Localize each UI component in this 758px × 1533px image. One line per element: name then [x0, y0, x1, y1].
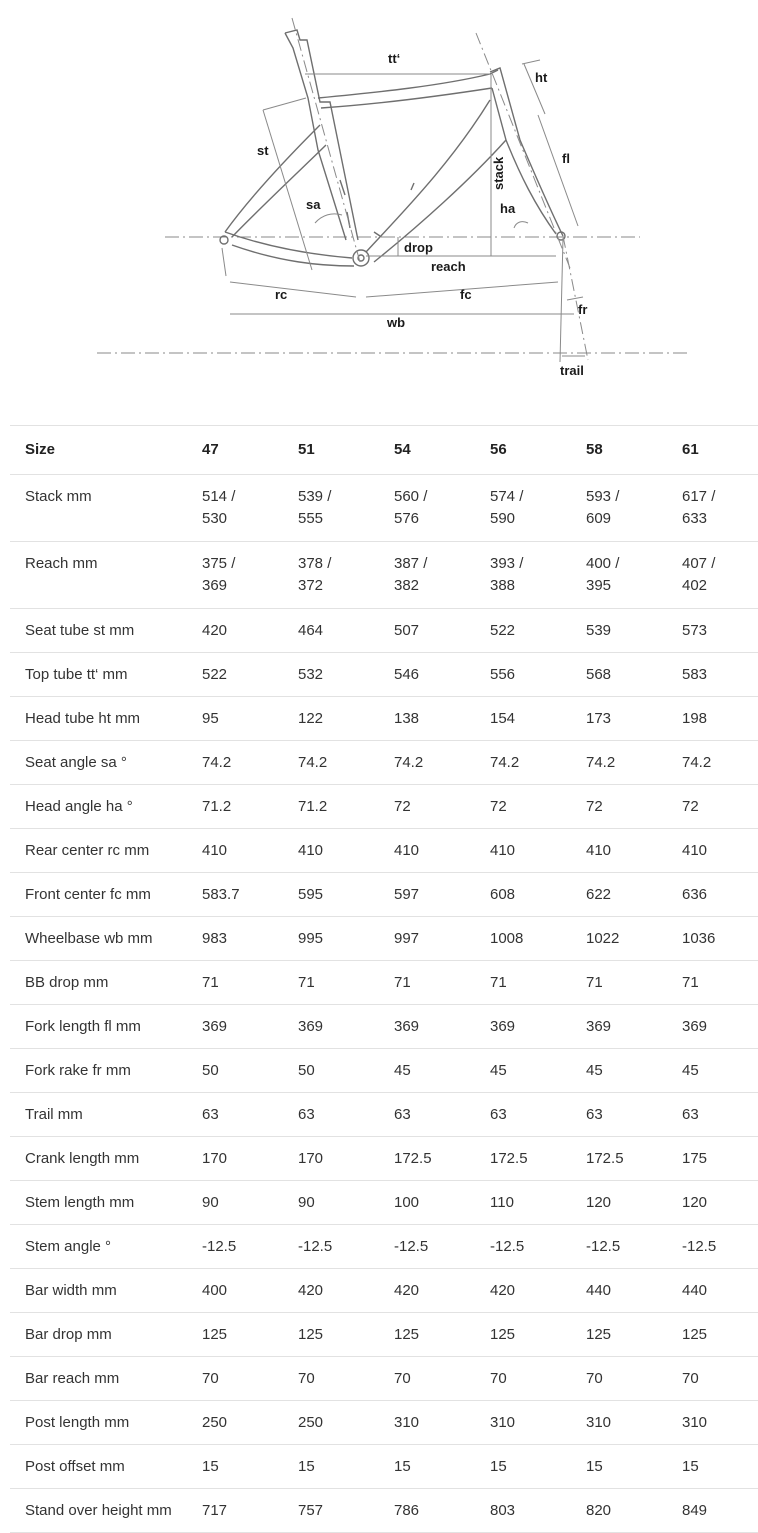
table-cell: 757 — [298, 1489, 394, 1533]
table-row — [10, 785, 758, 829]
table-cell: 410 — [298, 829, 394, 873]
table-cell: 1022 — [586, 917, 682, 961]
diagram-label-fl: fl — [562, 151, 570, 166]
dimension-lines — [222, 18, 588, 362]
row-label: Seat tube st mm — [10, 609, 202, 653]
table-cell: 100 — [394, 1181, 490, 1225]
table-cell: 369 — [490, 1005, 586, 1049]
cell-value-line: 539 / — [298, 488, 332, 505]
table-cell: 63 — [394, 1093, 490, 1137]
row-label: Bar reach mm — [10, 1357, 202, 1401]
table-cell: 122 — [298, 697, 394, 741]
cell-value-line: 617 / — [682, 488, 716, 505]
table-cell: 71 — [490, 961, 586, 1005]
table-cell: 15 — [298, 1445, 394, 1489]
cell-value-line: 560 / — [394, 488, 428, 505]
table-cell: 71 — [394, 961, 490, 1005]
cell-value-line: 378 / — [298, 555, 332, 572]
diagram-label-stack: stack — [491, 156, 506, 190]
table-cell: 420 — [298, 1269, 394, 1313]
table-cell: 410 — [586, 829, 682, 873]
row-label: Reach mm — [10, 542, 202, 609]
table-cell: 440 — [586, 1269, 682, 1313]
table-cell: 369 — [202, 1005, 298, 1049]
table-cell — [490, 475, 586, 542]
table-cell — [298, 475, 394, 542]
table-cell: 90 — [202, 1181, 298, 1225]
table-cell: 608 — [490, 873, 586, 917]
table-cell: 74.2 — [394, 741, 490, 785]
table-row — [10, 475, 758, 542]
table-cell — [298, 542, 394, 609]
table-row — [10, 1181, 758, 1225]
table-cell: 420 — [490, 1269, 586, 1313]
table-cell: 539 — [586, 609, 682, 653]
cell-value-line: 400 / — [586, 555, 620, 572]
table-cell: 72 — [490, 785, 586, 829]
table-cell — [202, 475, 298, 542]
table-cell: 74.2 — [682, 741, 758, 785]
diagram-label-fr: fr — [578, 302, 588, 317]
table-cell: 583.7 — [202, 873, 298, 917]
table-cell — [682, 542, 758, 609]
row-label: Top tube tt‘ mm — [10, 653, 202, 697]
table-cell: 522 — [202, 653, 298, 697]
row-label: Crank length mm — [10, 1137, 202, 1181]
table-cell: 63 — [682, 1093, 758, 1137]
table-cell: 125 — [202, 1313, 298, 1357]
table-cell: 1036 — [682, 917, 758, 961]
table-cell: -12.5 — [586, 1225, 682, 1269]
header-size: Size — [10, 426, 202, 475]
cell-value-line: 555 — [298, 510, 324, 527]
table-row — [10, 1313, 758, 1357]
row-label: Stand over height mm — [10, 1489, 202, 1533]
table-cell: 250 — [202, 1401, 298, 1445]
cell-value-line: 407 / — [682, 555, 716, 572]
cell-value-line: 382 — [394, 577, 420, 594]
table-cell: 70 — [394, 1357, 490, 1401]
cell-value-line: 590 — [490, 510, 516, 527]
row-label: Front center fc mm — [10, 873, 202, 917]
header-size-54: 54 — [394, 426, 490, 475]
table-cell: 172.5 — [490, 1137, 586, 1181]
table-cell: 175 — [682, 1137, 758, 1181]
table-cell: 583 — [682, 653, 758, 697]
table-cell: 440 — [682, 1269, 758, 1313]
cell-value-line: 609 — [586, 510, 612, 527]
table-row — [10, 1357, 758, 1401]
table-cell: 849 — [682, 1489, 758, 1533]
diagram-label-tt: tt‘ — [388, 51, 401, 66]
table-row — [10, 1005, 758, 1049]
table-row — [10, 1445, 758, 1489]
header-size-58: 58 — [586, 426, 682, 475]
table-cell: 717 — [202, 1489, 298, 1533]
table-cell: 522 — [490, 609, 586, 653]
table-row — [10, 873, 758, 917]
table-cell: 1008 — [490, 917, 586, 961]
table-cell: 410 — [394, 829, 490, 873]
cell-value-line: 388 — [490, 577, 516, 594]
table-cell: 636 — [682, 873, 758, 917]
table-row — [10, 741, 758, 785]
table-cell: 983 — [202, 917, 298, 961]
header-size-47: 47 — [202, 426, 298, 475]
table-cell: 173 — [586, 697, 682, 741]
table-cell: 507 — [394, 609, 490, 653]
diagram-label-st: st — [257, 143, 269, 158]
table-cell: 63 — [202, 1093, 298, 1137]
table-cell: 63 — [298, 1093, 394, 1137]
diagram-label-ht: ht — [535, 70, 548, 85]
cell-value-line: 372 — [298, 577, 324, 594]
table-cell: 310 — [490, 1401, 586, 1445]
table-cell: 45 — [586, 1049, 682, 1093]
table-cell: 597 — [394, 873, 490, 917]
table-cell: 170 — [298, 1137, 394, 1181]
row-label: Post length mm — [10, 1401, 202, 1445]
cell-value-line: 369 — [202, 577, 228, 594]
table-cell: 310 — [586, 1401, 682, 1445]
table-cell: 71 — [202, 961, 298, 1005]
table-cell: 369 — [394, 1005, 490, 1049]
cell-value-line: 530 — [202, 510, 228, 527]
table-cell: 71 — [298, 961, 394, 1005]
table-row — [10, 1225, 758, 1269]
row-label: Trail mm — [10, 1093, 202, 1137]
row-label: Head tube ht mm — [10, 697, 202, 741]
table-cell: 45 — [490, 1049, 586, 1093]
geometry-table — [10, 425, 758, 1533]
table-row — [10, 542, 758, 609]
table-cell: 310 — [682, 1401, 758, 1445]
table-cell — [586, 475, 682, 542]
table-cell: 70 — [682, 1357, 758, 1401]
table-cell: 622 — [586, 873, 682, 917]
table-cell — [586, 542, 682, 609]
diagram-label-ha: ha — [500, 201, 516, 216]
row-label: Stack mm — [10, 475, 202, 542]
table-row — [10, 1137, 758, 1181]
table-cell: 74.2 — [586, 741, 682, 785]
cell-value-line: 387 / — [394, 555, 428, 572]
diagram-label-sa: sa — [306, 197, 321, 212]
table-cell: 45 — [682, 1049, 758, 1093]
table-cell: 420 — [202, 609, 298, 653]
row-label: Wheelbase wb mm — [10, 917, 202, 961]
table-cell: 74.2 — [298, 741, 394, 785]
table-cell: 154 — [490, 697, 586, 741]
table-cell: 369 — [586, 1005, 682, 1049]
row-label: Stem angle ° — [10, 1225, 202, 1269]
table-cell: -12.5 — [202, 1225, 298, 1269]
cell-value-line: 593 / — [586, 488, 620, 505]
row-label: Fork length fl mm — [10, 1005, 202, 1049]
table-row — [10, 917, 758, 961]
table-cell: 70 — [202, 1357, 298, 1401]
row-label: Seat angle sa ° — [10, 741, 202, 785]
row-label: Bar width mm — [10, 1269, 202, 1313]
table-cell: 63 — [490, 1093, 586, 1137]
diagram-label-trail: trail — [560, 363, 584, 378]
table-cell: -12.5 — [682, 1225, 758, 1269]
table-cell: 410 — [682, 829, 758, 873]
table-cell: 72 — [682, 785, 758, 829]
table-row — [10, 961, 758, 1005]
table-cell: 70 — [298, 1357, 394, 1401]
table-cell: 556 — [490, 653, 586, 697]
table-cell: 120 — [586, 1181, 682, 1225]
table-cell: 310 — [394, 1401, 490, 1445]
table-cell: 120 — [682, 1181, 758, 1225]
table-cell — [490, 542, 586, 609]
cell-value-line: 375 / — [202, 555, 236, 572]
table-body — [10, 475, 758, 1533]
table-cell: 170 — [202, 1137, 298, 1181]
table-cell: 369 — [298, 1005, 394, 1049]
table-row — [10, 829, 758, 873]
table-cell: -12.5 — [490, 1225, 586, 1269]
table-cell — [682, 475, 758, 542]
row-label: Fork rake fr mm — [10, 1049, 202, 1093]
table-cell — [394, 542, 490, 609]
cell-value-line: 402 — [682, 577, 708, 594]
row-label: Head angle ha ° — [10, 785, 202, 829]
cell-value-line: 395 — [586, 577, 612, 594]
table-cell: 410 — [202, 829, 298, 873]
row-label: Post offset mm — [10, 1445, 202, 1489]
table-cell: 70 — [586, 1357, 682, 1401]
table-cell: 573 — [682, 609, 758, 653]
row-label: Rear center rc mm — [10, 829, 202, 873]
row-label: Bar drop mm — [10, 1313, 202, 1357]
cell-value-line: 514 / — [202, 488, 236, 505]
table-cell: 595 — [298, 873, 394, 917]
header-size-56: 56 — [490, 426, 586, 475]
table-cell: -12.5 — [298, 1225, 394, 1269]
table-row — [10, 609, 758, 653]
table-cell: 250 — [298, 1401, 394, 1445]
table-cell: 125 — [394, 1313, 490, 1357]
table-row — [10, 697, 758, 741]
table-cell: 532 — [298, 653, 394, 697]
table-cell: 110 — [490, 1181, 586, 1225]
cell-value-line: 393 / — [490, 555, 524, 572]
table-cell: 15 — [202, 1445, 298, 1489]
table-row — [10, 1269, 758, 1313]
table-row — [10, 1401, 758, 1445]
table-cell: 138 — [394, 697, 490, 741]
diagram-label-reach: reach — [431, 259, 466, 274]
table-cell: 63 — [586, 1093, 682, 1137]
table-row — [10, 1049, 758, 1093]
table-cell: 15 — [394, 1445, 490, 1489]
row-label: BB drop mm — [10, 961, 202, 1005]
table-cell: -12.5 — [394, 1225, 490, 1269]
table-cell — [394, 475, 490, 542]
table-cell: 198 — [682, 697, 758, 741]
table-cell: 72 — [394, 785, 490, 829]
table-cell: 74.2 — [202, 741, 298, 785]
table-cell: 410 — [490, 829, 586, 873]
table-cell: 464 — [298, 609, 394, 653]
table-cell: 369 — [682, 1005, 758, 1049]
diagram-label-wb: wb — [387, 315, 406, 330]
cell-value-line: 574 / — [490, 488, 524, 505]
header-size-61: 61 — [682, 426, 758, 475]
table-cell: 125 — [298, 1313, 394, 1357]
table-cell: 74.2 — [490, 741, 586, 785]
diagram-label-rc: rc — [275, 287, 288, 302]
table-cell: 90 — [298, 1181, 394, 1225]
table-cell: 15 — [682, 1445, 758, 1489]
diagram-label-drop: drop — [404, 240, 433, 255]
cell-value-line: 576 — [394, 510, 420, 527]
table-cell: 71 — [586, 961, 682, 1005]
row-label: Stem length mm — [10, 1181, 202, 1225]
table-cell — [202, 542, 298, 609]
table-cell: 50 — [202, 1049, 298, 1093]
table-cell: 786 — [394, 1489, 490, 1533]
table-cell: 820 — [586, 1489, 682, 1533]
table-cell: 420 — [394, 1269, 490, 1313]
diagram-label-fc: fc — [460, 287, 472, 302]
frame-geometry-diagram — [0, 0, 758, 395]
table-cell: 125 — [490, 1313, 586, 1357]
table-cell: 997 — [394, 917, 490, 961]
table-header-row — [10, 426, 758, 475]
table-row — [10, 1093, 758, 1137]
table-row — [10, 1489, 758, 1533]
table-cell: 72 — [586, 785, 682, 829]
table-cell: 172.5 — [394, 1137, 490, 1181]
table-cell: 70 — [490, 1357, 586, 1401]
table-cell: 15 — [490, 1445, 586, 1489]
table-cell: 15 — [586, 1445, 682, 1489]
table-cell: 125 — [586, 1313, 682, 1357]
table-cell: 95 — [202, 697, 298, 741]
table-cell: 546 — [394, 653, 490, 697]
table-cell: 71.2 — [202, 785, 298, 829]
table-row — [10, 653, 758, 697]
table-cell: 803 — [490, 1489, 586, 1533]
table-cell: 125 — [682, 1313, 758, 1357]
table-cell: 400 — [202, 1269, 298, 1313]
table-cell: 568 — [586, 653, 682, 697]
table-cell: 50 — [298, 1049, 394, 1093]
table-cell: 71.2 — [298, 785, 394, 829]
table-cell: 995 — [298, 917, 394, 961]
table-cell: 45 — [394, 1049, 490, 1093]
table-cell: 71 — [682, 961, 758, 1005]
table-cell: 172.5 — [586, 1137, 682, 1181]
header-size-51: 51 — [298, 426, 394, 475]
cell-value-line: 633 — [682, 510, 708, 527]
